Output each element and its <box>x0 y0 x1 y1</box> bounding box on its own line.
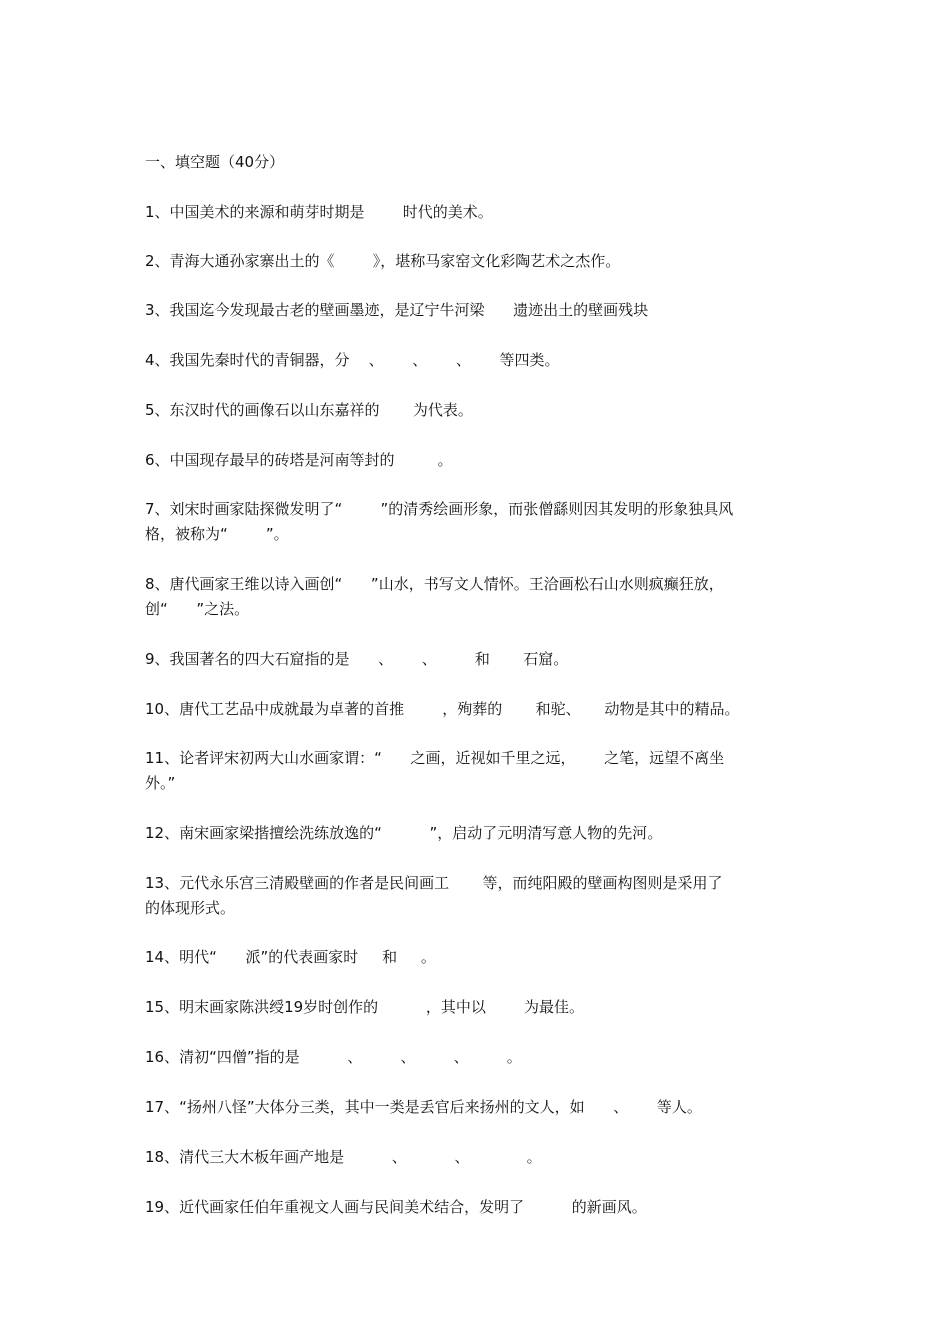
question-12-line-1: 12、南宋画家梁揩擅绘洗练放逸的“ ”，启动了元明清写意人物的先河。 <box>145 824 663 842</box>
question-13 <box>145 871 815 921</box>
question-5 <box>145 398 815 423</box>
question-12 <box>145 821 815 846</box>
question-9-line-1: 9、我国著名的四大石窟指的是 、 、 和 石窟。 <box>145 650 569 668</box>
question-8 <box>145 572 815 622</box>
question-7-line-1: 7、刘宋时画家陆探微发明了“ ”的清秀绘画形象，而张僧繇则因其发明的形象独具风 <box>145 500 734 518</box>
question-4-line-1: 4、我国先秦时代的青铜器，分 、 、 、 等四类。 <box>145 351 560 369</box>
question-19 <box>145 1195 815 1220</box>
question-15-line-1: 15、明末画家陈洪绶19岁时创作的 ，其中以 为最佳。 <box>145 998 585 1016</box>
question-8-line-1: 8、唐代画家王维以诗入画创“ ”山水，书写文人情怀。王洽画松石山水则疯癫狂放， <box>145 575 724 593</box>
question-6-line-1: 6、中国现存最早的砖塔是河南等封的 。 <box>145 451 453 469</box>
question-1 <box>145 200 815 225</box>
question-6 <box>145 448 815 473</box>
question-7-line-2: 格，被称为“ ”。 <box>145 525 289 543</box>
question-19-line-1: 19、近代画家任伯年重视文人画与民间美术结合，发明了 的新画风。 <box>145 1198 647 1216</box>
question-7 <box>145 497 815 547</box>
question-18 <box>145 1145 815 1170</box>
question-1-line-1: 1、中国美术的来源和萌芽时期是 时代的美术。 <box>145 203 493 221</box>
question-13-line-1: 13、元代永乐宫三清殿壁画的作者是民间画工 等，而纯阳殿的壁画构图则是采用了 <box>145 874 723 892</box>
question-3-line-1: 3、我国迄今发现最古老的壁画墨迹，是辽宁牛河梁 遗迹出土的壁画残块 <box>145 301 649 319</box>
question-18-line-1: 18、清代三大木板年画产地是 、 、 。 <box>145 1148 542 1166</box>
question-11 <box>145 746 815 796</box>
question-15 <box>145 995 815 1020</box>
question-2 <box>145 249 815 274</box>
question-5-line-1: 5、东汉时代的画像石以山东嘉祥的 为代表。 <box>145 401 473 419</box>
question-13-line-2: 的体现形式。 <box>145 899 236 917</box>
question-11-line-1: 11、论者评宋初两大山水画家谓：“ 之画，近视如千里之远， 之笔，远望不离坐 <box>145 749 725 767</box>
question-10 <box>145 697 815 722</box>
question-16 <box>145 1045 815 1070</box>
question-3 <box>145 298 815 323</box>
question-9 <box>145 647 815 672</box>
question-17 <box>145 1095 815 1120</box>
question-2-line-1: 2、青海大通孙家寨出土的《 》，堪称马家窑文化彩陶艺术之杰作。 <box>145 252 621 270</box>
section-title: 一、填空题（40分） <box>145 153 285 171</box>
question-14-line-1: 14、明代“ 派”的代表画家时 和 。 <box>145 948 436 966</box>
question-14 <box>145 945 815 970</box>
question-4 <box>145 348 815 373</box>
question-10-line-1: 10、唐代工艺品中成就最为卓著的首推 ，殉葬的 和驼、 动物是其中的精品。 <box>145 700 740 718</box>
question-16-line-1: 16、清初“四僧”指的是 、 、 、 。 <box>145 1048 522 1066</box>
question-11-line-2: 外。” <box>145 774 176 792</box>
question-17-line-1: 17、“扬州八怪”大体分三类，其中一类是丢官后来扬州的文人，如 、 等人。 <box>145 1098 702 1116</box>
question-8-line-2: 创“ ”之法。 <box>145 600 250 618</box>
